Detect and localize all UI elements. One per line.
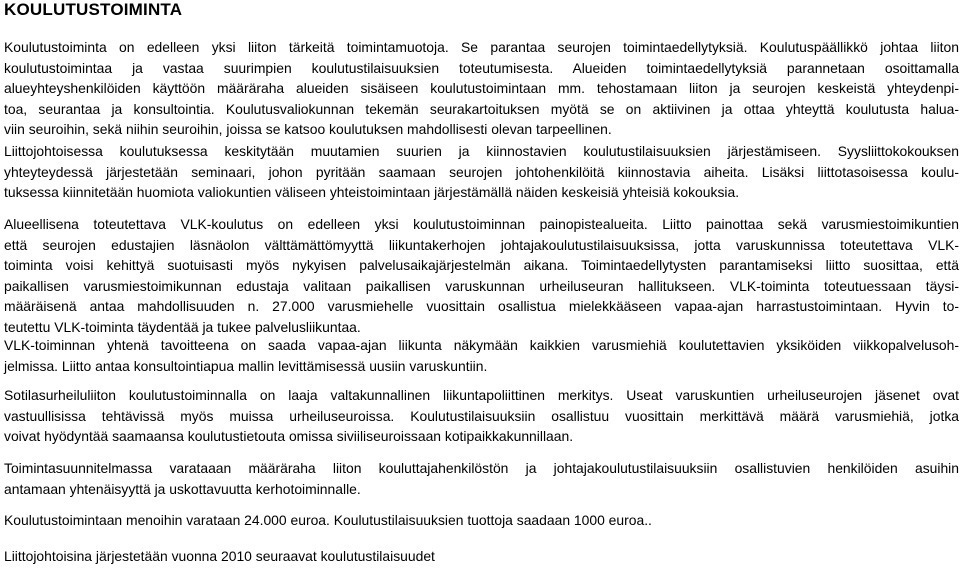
paragraph-1 bbox=[4, 37, 959, 140]
paragraph-line: toa, seurantaa ja konsultointia. Koulutusvaliokunnan tekemän seurakartoituksen myötä se on aktiivinen ja ottaa yhteyttä koulutusta halua- bbox=[4, 100, 959, 117]
paragraph-line: antamaan yhtenäisyyttä ja uskottavuutta kerhotoiminnalle. bbox=[4, 480, 361, 497]
paragraph-line: alueyhteyshenkilöiden käyttöön määräraha alueiden sisäiseen koulutustoimintaan mm. tehostamaan liiton ja seurojen keskeistä yhteydenpi- bbox=[4, 80, 959, 96]
paragraph-line: vastuullisissa tehtävissä myös muissa urheiluseuroissa. Koulutustilaisuuksiin osallistuu vuosittain merkittävä määrä varusmiehiä, jotka bbox=[4, 407, 959, 424]
paragraph-8 bbox=[4, 546, 959, 567]
paragraph-line: viin seuroihin, sekä niihin seuroihin, joissa se katsoo koulutuksen mahdollisesti olevan tarpeellinen. bbox=[4, 121, 612, 137]
paragraph-line: Liittojohtoisina järjestetään vuonna 2010 seuraavat koulutustilaisuudet bbox=[4, 548, 435, 564]
paragraph-3 bbox=[4, 214, 959, 337]
paragraph-line: voivat hyödyntää saamaansa koulutustietouta omissa siviiliseuroissaan kotipaikkakunnillaan. bbox=[4, 428, 574, 444]
paragraph-4 bbox=[4, 335, 959, 376]
paragraph-line: Koulutustoimintaan menoihin varataan 24.000 euroa. Koulutustilaisuuksien tuottoja saadaan 1000 euroa.. bbox=[4, 512, 652, 528]
paragraph-line: tuksessa kiinnitetään huomiota valiokuntien väliseen yhteistoimintaan järjestämällä näiden keskeisiä yhteisiä kokouksia. bbox=[4, 184, 740, 200]
paragraph-line: jelmissa. Liitto antaa konsultointiapua mallin levittämisessä uusiin varuskuntiin. bbox=[4, 357, 488, 374]
paragraph-line: teutettu VLK-toiminta täydentää ja tukee palvelusliikuntaa. bbox=[4, 318, 361, 335]
paragraph-line: Sotilasurheiluliiton koulutustoiminnalla on laaja valtakunnallinen liikuntapoliittinen merkitys. Useat varuskuntien urheiluseurojen jäsenet ovat bbox=[4, 387, 959, 403]
paragraph-line: yhteyteydessä järjestetään seminaari, johon pyritään saamaan seurojen johtohenkilöitä kiinnostavia aiheita. Lisäksi liittotasoisessa koulu- bbox=[4, 163, 959, 180]
paragraph-line: Alueellisena toteutettava VLK-koulutus on edelleen yksi koulutustoiminnan painopistealueita. Liitto painottaa sekä varusmiestoimikuntien bbox=[4, 216, 959, 232]
paragraph-5 bbox=[4, 385, 959, 447]
paragraph-line: toiminta voisi kehittyä suotuisasti myös nykyisen palvelusaikajärjestelmän aikana. Toimintaedellytysten parantamiseksi liitto suosittaa, että bbox=[4, 257, 959, 273]
paragraph-line: VLK-toiminnan yhtenä tavoitteena on saada vapaa-ajan liikunta näkymään kaikkien varusmiehiä koulutettavien yksiköiden viikkopalvelusoh- bbox=[4, 337, 959, 353]
paragraph-line: paikallisen varusmiestoimikunnan edustaja valitaan paikallisen varuskunnan urheiluseuran hallitukseen. VLK-toiminta toteutuessaan täysi- bbox=[4, 277, 959, 294]
paragraph-2 bbox=[4, 141, 959, 203]
page-title: KOULUTUSTOIMINTA bbox=[4, 0, 183, 19]
paragraph-line: määräisenä antaa mahdollisuuden n. 27.000 varusmiehelle vuosittain osallistua mielekkääseen vapaa-ajan harrastustoimintaan. Hyvin to- bbox=[4, 298, 959, 314]
paragraph-line: että seurojen edustajien läsnäolon välttämättömyyttä liikuntakerhojen johtajakoulutustilaisuuksissa, jotta varuskunnissa toteutettava VLK- bbox=[4, 236, 959, 253]
document-page bbox=[4, 0, 959, 564]
paragraph-line: Toimintasuunnitelmassa varataaan määräraha liiton kouluttajahenkilöstön ja johtajakoulutustilaisuuksiin osallistuvien henkilöiden asuihin bbox=[4, 460, 959, 476]
paragraph-6 bbox=[4, 458, 959, 499]
paragraph-line: Koulutustoiminta on edelleen yksi liiton tärkeitä toimintamuotoja. Se parantaa seurojen toimintaedellytyksiä. Koulutuspäällikkö johtaa liiton bbox=[4, 39, 959, 55]
paragraph-line: koulutustoimintaa ja vastaa suurimpien koulutustilaisuuksien toteutumisesta. Alueiden toimintaedellytyksiä parannetaan osoittamalla bbox=[4, 59, 959, 76]
paragraph-7 bbox=[4, 510, 959, 531]
paragraph-line: Liittojohtoisessa koulutuksessa keskitytään muutamien suurien ja kiinnostavien koulutustilaisuuksien järjestämiseen. Syysliittokokouksen bbox=[4, 143, 959, 159]
